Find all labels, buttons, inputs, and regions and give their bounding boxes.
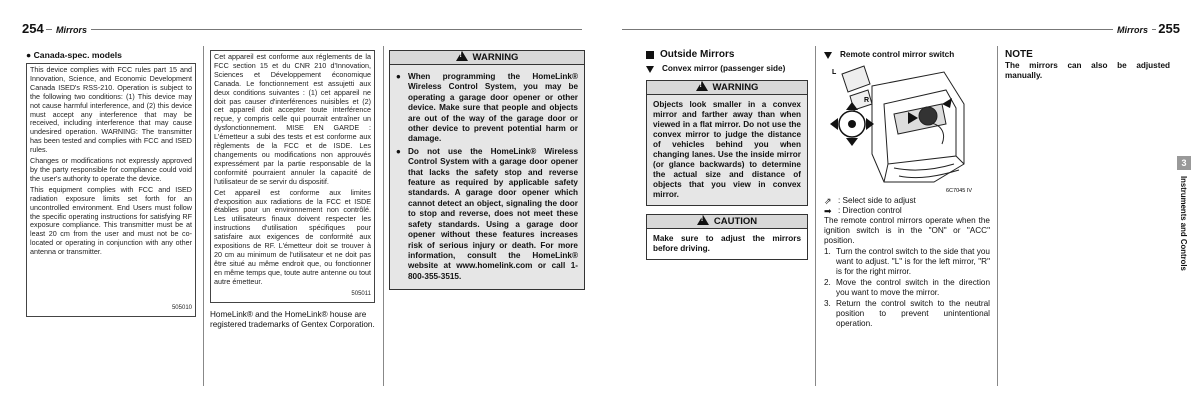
diagram-legend: [824, 196, 990, 216]
section-title-left: Mirrors: [52, 25, 91, 35]
column-divider: [815, 46, 816, 386]
page-number-left: 254: [22, 21, 44, 36]
step-item: 1. Turn the control switch to the side that you want to adjust. "L" is for the left mirror, "R" is for the right mirror.: [824, 247, 990, 276]
warning-body: [390, 65, 584, 289]
fcc-paragraph: This device complies with FCC rules part 15 and Innovation, Science, and Economic Development Canada ISED's RSS-210. Operation is subject to the following two conditions: (1) This device may not cause harmful interference, and (2) this device must accept any interference that may be received, including interference that may cause undesired operation. WARNING: The transmitter has been tested and complies with FCC and ISED rules.: [30, 65, 192, 155]
legend-item: ➡ : Direction control: [824, 206, 902, 216]
square-bullet-icon: [646, 51, 654, 59]
chapter-tab-title: Instruments and Controls: [1179, 176, 1188, 271]
caution-box: [646, 214, 808, 260]
warning-bullet: ● When programming the HomeLink® Wireless Control System, you may be operating a garage door opener or other device. Make sure that people and objects are out of the way of the garage door or other device to prevent potential harm or damage.: [396, 72, 578, 144]
diagram-code: 6C7045 IV: [946, 188, 972, 194]
header-rule: [22, 29, 582, 30]
warning-header: [390, 51, 584, 65]
caution-header: !CAUTION: [647, 215, 807, 229]
step-item: 2. Move the control switch in the direction you want to move the mirror.: [824, 278, 990, 297]
column-canada-english: [26, 50, 196, 317]
remote-steps: [824, 247, 990, 329]
legend-item: ⇗ : Select side to adjust: [824, 196, 916, 206]
column-remote-switch: [824, 50, 990, 329]
convex-warning-text: Objects look smaller in a convex mirror and farther away than when viewed in a flat mirror. Do not use the convex mirror to judge the distance of vehicles behind you when changing lanes. Use the inside mirror (or glance backwards) to determine the actual size and distance of objects that you view in convex mirror.: [653, 100, 801, 199]
down-triangle-icon: [824, 52, 832, 59]
column-divider: [997, 46, 998, 386]
diagram-label-r: R: [864, 97, 870, 104]
column-canada-french: [210, 50, 375, 330]
column-outside-mirrors: [646, 50, 808, 260]
down-triangle-icon: [646, 66, 654, 73]
fcc-notice-french: [210, 50, 375, 303]
caution-text: Make sure to adjust the mirrors before driving.: [653, 234, 801, 253]
step-item: 3. Return the control switch to the neutral position to prevent unintentional operation.: [824, 299, 990, 328]
remote-switch-heading: Remote control mirror switch: [824, 50, 990, 60]
chapter-tab-number: 3: [1177, 156, 1191, 170]
section-title-right: Mirrors: [1113, 25, 1152, 35]
fcc-paragraph: This equipment complies with FCC and ISED radiation exposure limits set forth for an uncontrolled environment. End Users must follow the specific operating instructions for satisfying RF exposure compliance. This transmitter must be at least 20 cm from the user and must not be co-located or operating in conjunction with any other antenna or transmitter.: [30, 184, 192, 257]
diagram-label-l: L: [832, 69, 837, 76]
fr-code: 505011: [351, 291, 371, 298]
select-side-icon: ⇗: [824, 196, 832, 206]
column-homelink-warning: [389, 50, 585, 290]
header-rule: [622, 29, 1180, 30]
column-note: [1005, 50, 1170, 81]
warning-triangle-icon: [456, 51, 468, 61]
warning-triangle-icon: [696, 81, 708, 91]
fcc-notice-english: [26, 63, 196, 317]
convex-warning-box: [646, 80, 808, 206]
mirror-switch-diagram: [824, 64, 974, 194]
fcc-paragraph-fr: Cet appareil est conforme aux limites d'exposition aux radiations de la FCC et ISDE établies pour un environnement non contrôlé. Les utilisateurs finaux doivent respecter les instructions d'utilisation spécifiques pour satisfaire aux exigences de conformité aux expositions de RF. L'émetteur doit se trouver à 20 cm au minimum de l'utilisateur et ne doit pas être situé au même endroit que, ou fonctionner en même temps que, toute autre antenne ou tout autre émetteur.: [214, 187, 371, 286]
chapter-tab: [1177, 176, 1191, 271]
trademark-note: HomeLink® and the HomeLink® house are registered trademarks of Gentex Corporation.: [210, 310, 375, 329]
note-text: The mirrors can also be adjusted manually.: [1005, 61, 1170, 80]
remote-intro-text: The remote control mirrors operate when the ignition switch is in the "ON" or "ACC" position.: [824, 216, 990, 245]
right-page-header: [622, 20, 1180, 38]
mirror-switch-illustration: [824, 64, 974, 194]
fcc-paragraph-fr: Cet appareil est conforme aux réglements de la FCC section 15 et du CNR 210 d'Innovation, Sciences et Développement économique Canada. Le fonctionnement est assujetti aux deux conditions suivantes : (1) cet appareil ne doit pas causer d'interférences nuisibles et (2) cet appareil doit accepter toute interférence reçue, y compris celle qui pourrait entraîner un dysfonctionnement. MISE EN GARDE : L'émetteur a subi des tests et est conforme aux règlements de la FCC et de ISDE. Les changements ou modifications non approuvés expressément par la partie responsable de la conformité pourraient annuler la capacité de l'utilisateur de se servir du dispositif.: [214, 52, 371, 186]
fcc-paragraph: Changes or modifications not expressly approved by the party responsible for compliance could void the user's authority to operate the device.: [30, 156, 192, 183]
convex-mirror-heading: Convex mirror (passenger side): [646, 64, 808, 74]
direction-arrow-icon: ➡: [824, 206, 832, 216]
left-page-header: [22, 20, 582, 38]
warning-header: !WARNING: [647, 81, 807, 95]
fcc-code: 505010: [171, 305, 192, 312]
page-number-right: 255: [1158, 21, 1180, 36]
note-title: NOTE: [1005, 49, 1033, 60]
column-divider: [203, 46, 204, 386]
outside-mirrors-heading: Outside Mirrors: [646, 50, 808, 60]
warning-title: WARNING: [472, 52, 519, 63]
caution-triangle-icon: [697, 215, 709, 225]
canada-spec-title: ● Canada-spec. models: [26, 50, 122, 60]
homelink-warning-box: [389, 50, 585, 290]
warning-bullet: ● Do not use the HomeLink® Wireless Control System with a garage door opener that lacks the safety stop and reverse feature as required by applicable safety standards. A garage door opener which cannot detect an object, signaling the door to stop and reverse, does not meet these safety standards. Using a garage door opener without these features increases risk of serious injury or death. For more information, consult the HomeLink® website at www.homelink.com or call 1-800-355-3515.: [396, 146, 578, 281]
column-divider: [383, 46, 384, 386]
